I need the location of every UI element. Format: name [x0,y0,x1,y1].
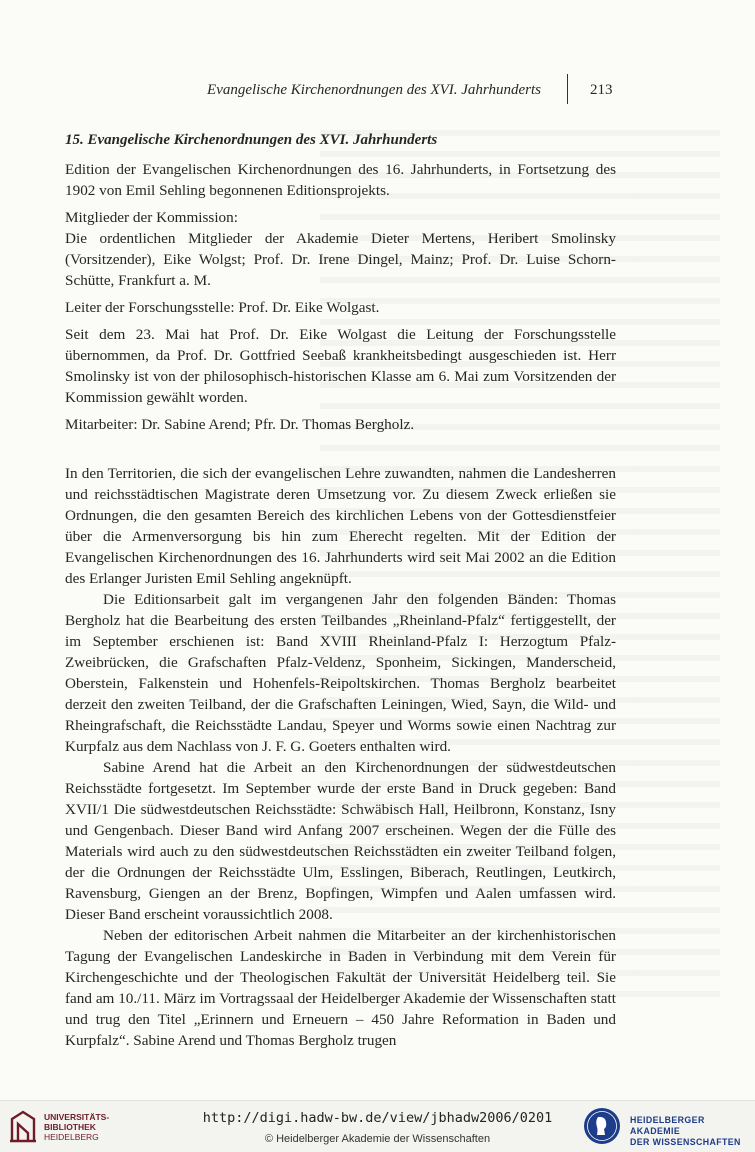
academy-seal-icon[interactable] [583,1107,621,1145]
page-number: 213 [590,82,613,98]
library-name-line: BIBLIOTHEK [44,1122,96,1132]
commission-members: Die ordentlichen Mitglieder der Akademie Dieter Mertens, Heribert Smolinsky (Vorsitzender), Eike Wolgst; Prof. Dr. Irene Dingel, Mainz; Prof. Dr. Luise Schorn-Schütte, Frankfurt a. M. [65,230,616,289]
library-name-line: UNIVERSITÄTS- [44,1112,110,1122]
page-content [65,130,616,1051]
academy-name [630,1115,755,1148]
project-description: Edition der Evangelischen Kirchenordnungen des 16. Jahrhunderts, in Fortsetzung des 1902 von Emil Sehling begonnenen Editionsprojekts. [65,161,616,199]
leadership-change: Seit dem 23. Mai hat Prof. Dr. Eike Wolgast die Leitung der Forschungsstelle übernommen, da Prof. Dr. Gottfried Seebaß krankheitsbedingt ausgeschieden ist. Herr Smolinsky ist von der philosophisch-historischen Klasse am 6. Mai zum Vorsitzenden der Kommission gewählt worden. [65,326,616,406]
research-head: Leiter der Forschungsstelle: Prof. Dr. Eike Wolgast. [65,299,380,316]
copyright-notice: © Heidelberger Akademie der Wissenschaften [264,1133,491,1145]
staff-list: Mitarbeiter: Dr. Sabine Arend; Pfr. Dr. Thomas Bergholz. [65,416,415,433]
library-name-line: HEIDELBERG [44,1132,99,1142]
viewer-footer [0,1100,755,1152]
permalink-url[interactable]: http://digi.hadw-bw.de/view/jbhadw2006/0201 [202,1110,553,1126]
body-paragraph: Neben der editorischen Arbeit nahmen die Mitarbeiter an der kirchenhistorischen Tagung der Evangelischen Landeskirche in Baden in Verbindung mit dem Verein für Kirchengeschichte und der Theologischen Fakultät der Universität Heidelberg teil. Sie fand am 10./11. März im Vortragssaal der Heidelberger Akademie der Wissenschaften statt und trug den Titel „Erinnern und Erneuern – 450 Jahre Reformation in Baden und Kurpfalz“. Sabine Arend und Thomas Bergholz trugen [65,927,616,1049]
body-paragraph: In den Territorien, die sich der evangelischen Lehre zuwandten, nahmen die Landesherren und reichsstädtischen Magistrate deren Umsetzung vor. Zu diesem Zweck erließen sie Ordnungen, die den gesamten Bereich des kirchlichen Lebens von der Gottesdienstfeier über die Armenversorgung bis hin zum Eherecht regelten. Mit der Edition der Evangelischen Kirchenordnungen des 16. Jahrhunderts wird seit Mai 2002 an die Edition des Erlanger Juristen Emil Sehling angeknüpft. [65,465,616,587]
section-heading: 15. Evangelische Kirchenordnungen des XVI. Jahrhunderts [65,132,438,148]
commission-label: Mitglieder der Kommission: [65,209,238,226]
academy-name-line: DER WISSENSCHAFTEN [630,1137,741,1147]
running-head [0,82,755,104]
academy-name-line: HEIDELBERGER AKADEMIE [630,1115,705,1136]
running-head-title: Evangelische Kirchenordnungen des XVI. Jahrhunderts [207,82,541,98]
running-head-divider [567,74,568,104]
body-paragraph: Sabine Arend hat die Arbeit an den Kirchenordnungen der südwestdeutschen Reichsstädte fortgesetzt. Im September wurde der erste Band in Druck gegeben: Band XVII/1 Die südwestdeutschen Reichsstädte: Schwäbisch Hall, Heilbronn, Konstanz, Isny und Gengenbach. Dieser Band wird Anfang 2007 erscheinen. Wegen der die Fülle des Materials wird auch zu den südwestdeutschen Reichsstädten ein zweiter Teilband folgen, der die Ordnungen der Reichsstädte Ulm, Esslingen, Biberach, Reutlingen, Leutkirch, Ravensburg, Giengen an der Brenz, Bopfingen, Wimpfen und Aalen umfassen wird. Dieser Band erscheint voraussichtlich 2008. [65,759,616,923]
body-paragraph: Die Editionsarbeit galt im vergangenen Jahr den folgenden Bänden: Thomas Bergholz hat die Bearbeitung des ersten Teilbandes „Rheinland-Pfalz“ fertiggestellt, der im September erschienen ist: Band XVIII Rheinland-Pfalz I: Herzogtum Pfalz-Zweibrücken, die Grafschaften Pfalz-Veldenz, Sponheim, Sickingen, Manderscheid, Oberstein, Falkenstein und Hohenfels-Reipoltskirchen. Thomas Bergholz bearbeitet derzeit den zweiten Teilband, der die Grafschaften Leiningen, Wied, Sayn, die Wild- und Rheingrafschaft, die Reichsstädte Landau, Speyer und Worms sowie einen Nachtrag zur Kurpfalz aus dem Nachlass von J. F. G. Goeters enthalten wird. [65,591,616,755]
